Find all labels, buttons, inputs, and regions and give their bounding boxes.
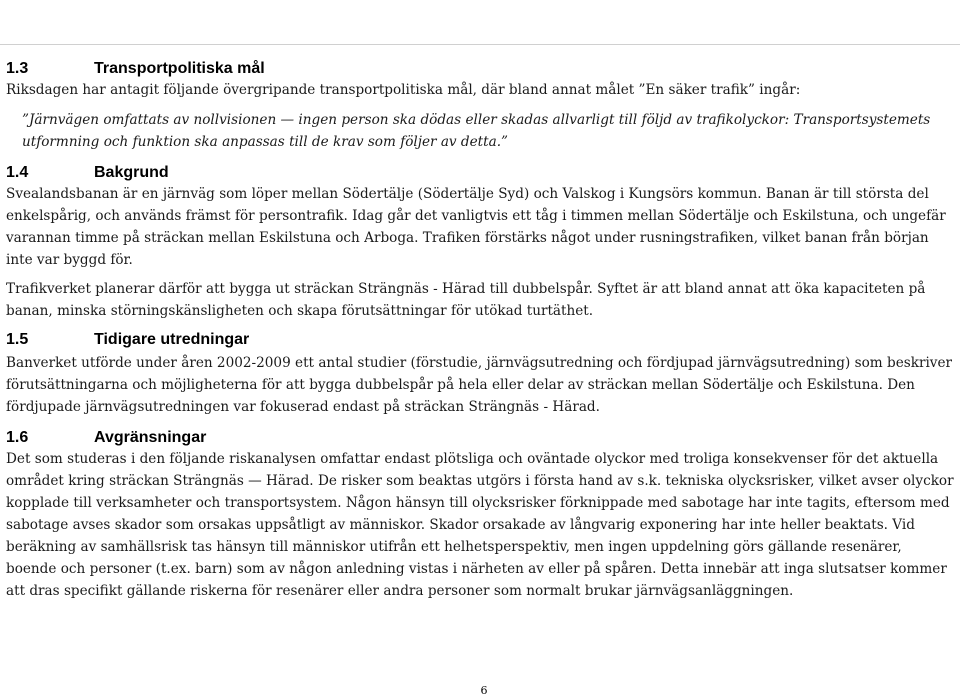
section-number: 1.3 <box>6 60 29 77</box>
section-title: Bakgrund <box>94 164 169 181</box>
paragraph-1-3-intro: Riksdagen har antagit följande övergripande transportpolitiska mål, där bland annat målet ”En säker trafik” ingår: <box>6 82 801 98</box>
paragraph-1-4-1: Svealandsbanan är en järnväg som löper mellan Södertälje (Södertälje Syd) och Valskog i Kungsörs kommun. Banan är till största del enkelspårig, och används främst för persontrafik. Idag går det vanligtvis ett tåg i timmen mellan Södertälje och Eskilstuna, och ungefär varannan timme på sträckan mellan Eskilstuna och Arboga. Trafiken förstärks något under rusningstrafiken, vilket banan från början inte var byggd för. <box>6 186 946 268</box>
section-heading-1-3 <box>6 59 265 79</box>
section-number: 1.4 <box>6 164 29 181</box>
section-title: Transportpolitiska mål <box>94 60 265 77</box>
section-number: 1.5 <box>6 331 29 348</box>
section-heading-1-4 <box>6 163 169 183</box>
paragraph-1-5-1: Banverket utförde under åren 2002-2009 ett antal studier (förstudie, järnvägsutredning och fördjupad järnvägsutredning) som beskriver förutsättningarna och möjligheterna för att bygga dubbelspår på hela eller delar av sträckan mellan Södertälje och Eskilstuna. Den fördjupade järnvägsutredningen var fokuserad endast på sträckan Strängnäs - Härad. <box>6 355 953 415</box>
paragraph-1-4-2: Trafikverket planerar därför att bygga ut sträckan Strängnäs - Härad till dubbelspår. Syftet är att bland annat att öka kapaciteten på banan, minska störningskänsligheten och skapa förutsättningar för utökad turtäthet. <box>6 281 926 319</box>
section-heading-1-5 <box>6 330 249 350</box>
section-title: Tidigare utredningar <box>94 331 250 348</box>
quote-1-3: ”Järnvägen omfattats av nollvisionen — ingen person ska dödas eller skadas allvarligt till följd av trafikolyckor: Transportsystemets utformning och funktion ska anpassas till de krav som följer av detta.” <box>22 112 931 150</box>
paragraph-1-6-1: Det som studeras i den följande riskanalysen omfattar endast plötsliga och oväntade olyckor med troliga konsekvenser för det aktuella området kring sträckan Strängnäs — Härad. De risker som beaktas utgörs i första hand av s.k. tekniska olycksrisker, vilket avser olyckor kopplade till verksamheter och transportsystem. Någon hänsyn till olycksrisker förknippade med sabotage har inte tagits, eftersom med sabotage avses skador som orsakas uppsåtligt av människor. Skador orsakade av långvarig exponering har inte heller beaktats. Vid beräkning av samhällsrisk tas hänsyn till människor utifrån ett helhetsperspektiv, men ingen uppdelning görs gällande resenärer, boende och personer (t.ex. barn) som av någon anledning vistas i närheten av eller på spåren. Detta innebär att inga slutsatser kommer att dras specifikt gällande riskerna för resenärer eller andra personer som normalt brukar järnvägsanläggningen. <box>6 451 954 599</box>
section-number: 1.6 <box>6 429 29 446</box>
header-divider <box>0 44 960 45</box>
section-title: Avgränsningar <box>94 429 207 446</box>
section-heading-1-6 <box>6 428 206 448</box>
page-number: 6 <box>480 684 488 697</box>
